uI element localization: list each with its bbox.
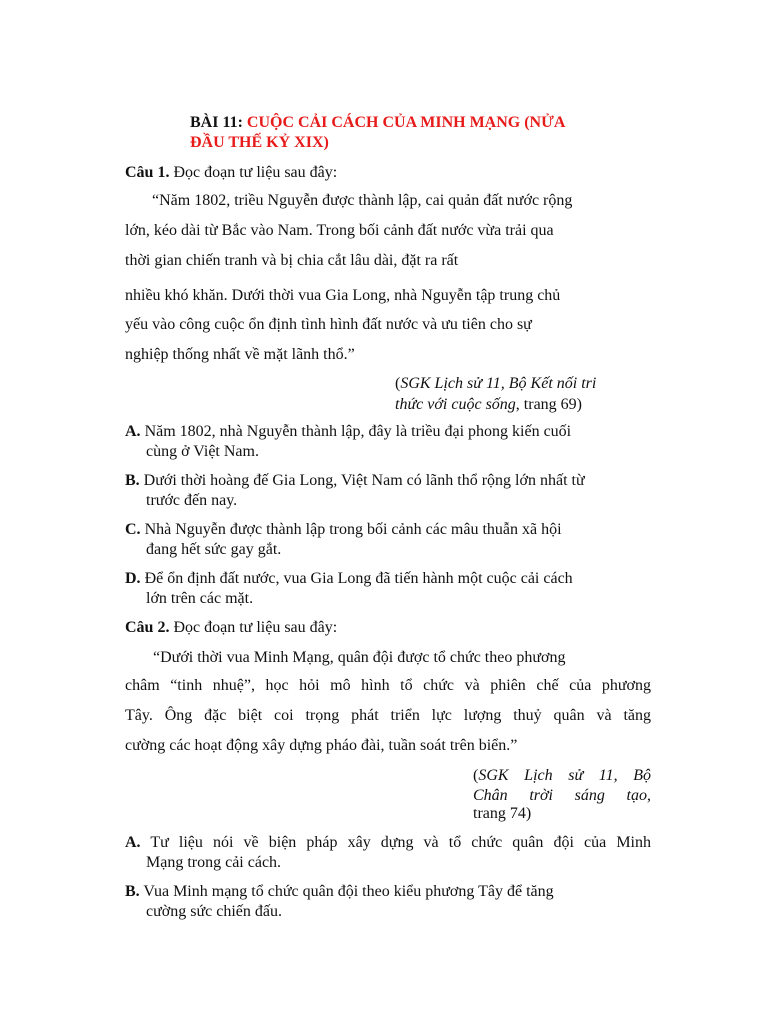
q2-prompt: Đọc đoạn tư liệu sau đây: — [169, 619, 338, 636]
q1-option-c[interactable] — [125, 520, 655, 560]
q1-passage-line: lớn, kéo dài từ Bắc vào Nam. Trong bối cảnh đất nước vừa trải qua — [125, 222, 554, 239]
option-text: Để ổn định đất nước, vua Gia Long đã tiến hành một cuộc cải cách — [140, 570, 573, 587]
lesson-title-line2: ĐẦU THẾ KỶ XIX) — [190, 134, 329, 151]
option-line — [125, 833, 651, 853]
q1-citation-open: ( — [395, 375, 401, 392]
option-text-cont: cùng ở Việt Nam. — [146, 443, 259, 460]
q2-citation-line2 — [473, 785, 651, 806]
q2-citation-open: ( — [473, 767, 479, 784]
option-text-cont: đang hết sức gay gắt. — [146, 541, 282, 558]
q1-citation — [395, 373, 665, 415]
option-text-cont: trước đến nay. — [146, 492, 238, 509]
q1-passage-line: thời gian chiến tranh và bị chia cắt lâu dài, đặt ra rất — [125, 252, 459, 269]
option-letter: D. — [125, 570, 141, 587]
option-letter: C. — [125, 521, 141, 538]
q2-option-a[interactable] — [125, 833, 655, 873]
q1-citation-source-a: SGK Lịch sử 11, Bộ Kết nối tri — [400, 375, 597, 392]
q2-label: Câu 2. — [125, 619, 170, 636]
q2-passage-line: châm “tinh nhuệ”, học hỏi mô hình tổ chức và phiên chế của phương — [125, 677, 651, 694]
q2-citation-source-b: Chân trời sáng tạo — [473, 787, 647, 804]
q1-passage-line: “Năm 1802, triều Nguyễn được thành lập, cai quản đất nước rộng — [152, 192, 573, 209]
q1-prompt: Đọc đoạn tư liệu sau đây: — [169, 164, 338, 181]
q2-passage-line: “Dưới thời vua Minh Mạng, quân đội được tổ chức theo phương — [153, 649, 566, 666]
option-text: Dưới thời hoàng đế Gia Long, Việt Nam có lãnh thổ rộng lớn nhất từ — [139, 472, 585, 489]
option-letter: A. — [125, 834, 141, 851]
q1-citation-source-b: thức với cuộc sống — [395, 396, 516, 413]
q1-heading — [125, 163, 337, 183]
option-text-cont: lớn trên các mặt. — [146, 590, 254, 607]
option-text: Năm 1802, nhà Nguyễn thành lập, đây là triều đại phong kiến cuối — [140, 423, 572, 440]
option-letter: B. — [125, 883, 140, 900]
q1-option-b[interactable] — [125, 471, 655, 511]
q1-citation-rest: , trang 69) — [515, 396, 582, 413]
option-text: Vua Minh mạng tổ chức quân đội theo kiểu phương Tây để tăng — [139, 883, 554, 900]
q2-option-b[interactable] — [125, 882, 655, 922]
q1-label: Câu 1. — [125, 164, 170, 181]
lesson-title — [190, 113, 630, 153]
q2-citation-source-a: SGK Lịch sử 11, Bộ — [478, 767, 651, 784]
lesson-prefix: BÀI 11: — [190, 114, 247, 131]
q1-passage-line: nghiệp thống nhất về mặt lãnh thổ.” — [125, 346, 355, 363]
option-letter: B. — [125, 472, 140, 489]
option-text: Tư liệu nói về biện pháp xây dựng và tổ chức quân đội của Minh — [140, 834, 651, 851]
q1-option-d[interactable] — [125, 569, 655, 609]
option-text-cont: Mạng trong cải cách. — [146, 854, 282, 871]
option-text-cont: cường sức chiến đấu. — [146, 903, 282, 920]
q1-passage-line: nhiều khó khăn. Dưới thời vua Gia Long, nhà Nguyễn tập trung chủ — [125, 287, 561, 304]
option-letter: A. — [125, 423, 141, 440]
lesson-title-line1: CUỘC CẢI CÁCH CỦA MINH MẠNG (NỬA — [246, 114, 566, 131]
q2-citation-comma: , — [647, 787, 651, 804]
q2-passage-line: Tây. Ông đặc biệt coi trọng phát triển lực lượng thuỷ quân và tăng — [125, 707, 651, 724]
q2-citation-line3: trang 74) — [473, 805, 532, 822]
q2-passage-line: cường các hoạt động xây dựng pháo đài, tuần soát trên biển.” — [125, 737, 518, 754]
option-text: Nhà Nguyễn được thành lập trong bối cảnh các mâu thuẫn xã hội — [140, 521, 562, 538]
q1-option-a[interactable] — [125, 422, 655, 462]
q1-passage-line: yếu vào công cuộc ổn định tình hình đất nước và ưu tiên cho sự — [125, 316, 532, 333]
q2-heading — [125, 618, 337, 638]
q2-citation-line1 — [473, 765, 651, 786]
